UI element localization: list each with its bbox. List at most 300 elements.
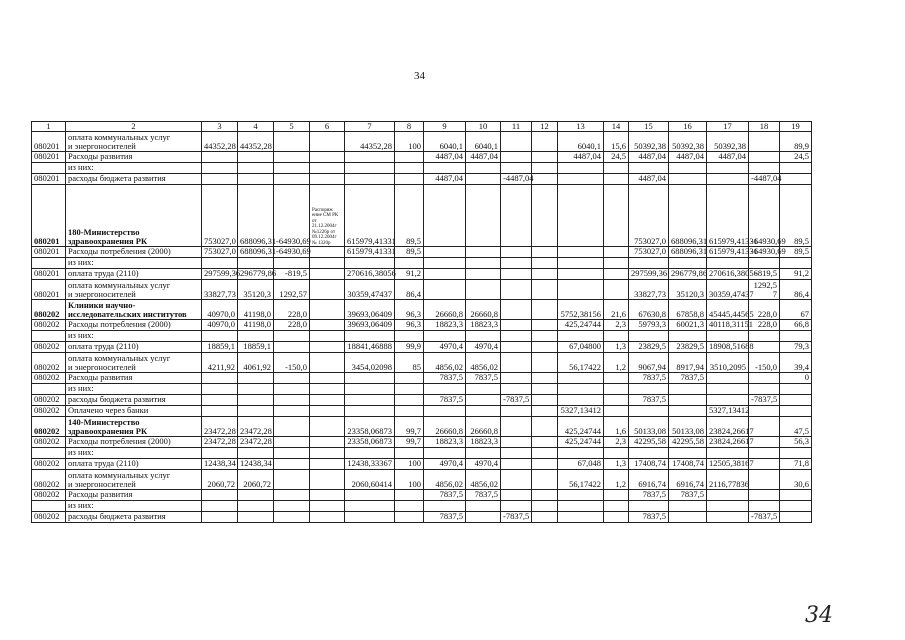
table-cell: 7837,5 (424, 490, 466, 501)
table-cell: 080202 (32, 395, 66, 406)
header-cell: 5 (274, 122, 310, 132)
table-cell: Оплачено через банки (66, 406, 202, 417)
table-cell (532, 490, 558, 501)
table-cell (707, 448, 749, 459)
table-cell (238, 490, 274, 501)
table-cell: 23358,06873 (345, 437, 395, 448)
table-cell: 18823,3 (424, 437, 466, 448)
table-cell: -7837,5 (749, 395, 780, 406)
table-cell: 080202 (32, 353, 66, 373)
table-cell: 8917,94 (669, 353, 707, 373)
table-cell: 91,2 (780, 269, 812, 280)
table-cell (532, 395, 558, 406)
table-cell (749, 258, 780, 269)
table-cell (532, 269, 558, 280)
table-cell: 7837,5 (424, 395, 466, 406)
table-cell: 33827,73 (629, 280, 669, 300)
table-cell: 080202 (32, 320, 66, 331)
table-cell (604, 269, 629, 280)
table-cell: 7837,5 (424, 512, 466, 523)
table-cell (466, 247, 501, 258)
table-cell: 40970,0 (202, 320, 238, 331)
table-cell: 66,8 (780, 320, 812, 331)
table-cell (466, 163, 501, 174)
table-cell: оплата коммунальных услуг и энергоносителей (66, 280, 202, 300)
table-cell (669, 501, 707, 512)
table-cell (604, 373, 629, 384)
table-cell (532, 417, 558, 437)
table-cell: 18841,46888 (345, 342, 395, 353)
table-cell (780, 174, 812, 185)
table-cell (274, 174, 310, 185)
table-cell: 60021,3 (669, 320, 707, 331)
table-cell (558, 258, 604, 269)
table-cell: 080202 (32, 437, 66, 448)
table-cell: 45445,44565 (707, 300, 749, 320)
table-cell: 140-Министерство здравоохранения РК (66, 417, 202, 437)
table-cell: из них: (66, 384, 202, 395)
table-cell: 080202 (32, 406, 66, 417)
table-cell: 44352,28 (238, 132, 274, 152)
table-cell: 18823,3 (424, 320, 466, 331)
table-cell (501, 470, 532, 490)
table-cell: из них: (66, 163, 202, 174)
table-cell (424, 448, 466, 459)
table-cell: 1,3 (604, 342, 629, 353)
table-cell (604, 501, 629, 512)
table-cell (466, 406, 501, 417)
table-cell (532, 163, 558, 174)
table-cell (32, 258, 66, 269)
table-cell: -64930,69 (274, 247, 310, 258)
table-cell (532, 258, 558, 269)
table-cell: из них: (66, 331, 202, 342)
table-cell: из них: (66, 258, 202, 269)
table-cell (501, 437, 532, 448)
table-row (32, 417, 812, 437)
table-cell: 21,6 (604, 300, 629, 320)
table-row (32, 152, 812, 163)
table-cell (345, 395, 395, 406)
table-cell: 4487,04 (629, 174, 669, 185)
table-cell: -819,5 (749, 269, 780, 280)
table-cell (604, 258, 629, 269)
table-cell (558, 174, 604, 185)
table-cell: 4856,02 (466, 470, 501, 490)
table-cell: 30,6 (780, 470, 812, 490)
table-cell: 4856,02 (424, 353, 466, 373)
table-cell: 30359,47437 (707, 280, 749, 300)
table-cell (395, 373, 424, 384)
table-cell (669, 395, 707, 406)
table-cell (749, 448, 780, 459)
table-cell (310, 342, 345, 353)
table-cell (238, 152, 274, 163)
header-cell: 1 (32, 122, 66, 132)
table-cell (501, 417, 532, 437)
table-cell: 42295,58 (669, 437, 707, 448)
table-cell (310, 132, 345, 152)
table-cell: Клиники научно- исследовательских институтов (66, 300, 202, 320)
table-cell: 17408,74 (669, 459, 707, 470)
table-cell (532, 406, 558, 417)
table-cell (558, 185, 604, 247)
table-cell (466, 512, 501, 523)
table-cell (532, 132, 558, 152)
table-row (32, 342, 812, 353)
table-cell (274, 512, 310, 523)
table-cell (310, 470, 345, 490)
table-cell (202, 512, 238, 523)
table-cell: Расходы потребления (2000) (66, 320, 202, 331)
table-cell (310, 163, 345, 174)
table-cell: 296779,86 (238, 269, 274, 280)
table-cell: 23824,26617 (707, 417, 749, 437)
table-cell: 7837,5 (669, 490, 707, 501)
table-cell: -150,0 (274, 353, 310, 373)
table-cell (310, 258, 345, 269)
table-cell: 080202 (32, 470, 66, 490)
table-cell (202, 448, 238, 459)
table-cell (501, 152, 532, 163)
header-cell: 9 (424, 122, 466, 132)
table-cell: 270616,38056 (345, 269, 395, 280)
table-cell (604, 395, 629, 406)
table-cell (532, 342, 558, 353)
table-cell: 4487,04 (669, 152, 707, 163)
table-cell: 080201 (32, 132, 66, 152)
table-cell (274, 417, 310, 437)
table-cell (345, 258, 395, 269)
table-cell: 4487,04 (424, 152, 466, 163)
table-cell: 12438,33367 (345, 459, 395, 470)
table-cell: 1,2 (604, 353, 629, 373)
table-cell (532, 331, 558, 342)
table-cell (466, 258, 501, 269)
table-cell (345, 373, 395, 384)
table-cell: 4856,02 (466, 353, 501, 373)
table-cell (707, 163, 749, 174)
table-cell: 688096,31 (238, 247, 274, 258)
table-cell (749, 331, 780, 342)
table-cell: 50392,38 (707, 132, 749, 152)
table-cell: 41198,0 (238, 300, 274, 320)
table-cell (310, 459, 345, 470)
table-cell (202, 258, 238, 269)
table-cell: 080202 (32, 512, 66, 523)
table-cell: 425,24744 (558, 437, 604, 448)
table-cell (202, 163, 238, 174)
table-cell (238, 395, 274, 406)
table-cell (310, 406, 345, 417)
table-cell (532, 320, 558, 331)
table-cell: 89,5 (395, 185, 424, 247)
table-cell: 615979,41331 (707, 247, 749, 258)
table-row (32, 269, 812, 280)
table-cell: -7837,5 (501, 512, 532, 523)
table-cell (532, 373, 558, 384)
table-cell (310, 320, 345, 331)
table-cell: 50133,08 (669, 417, 707, 437)
table-cell: 41198,0 (238, 320, 274, 331)
table-cell (629, 258, 669, 269)
table-cell: 688096,31 (669, 185, 707, 247)
table-cell: 228,0 (274, 300, 310, 320)
table-cell: 35120,3 (669, 280, 707, 300)
header-cell: 12 (532, 122, 558, 132)
table-cell: 100 (395, 459, 424, 470)
table-cell: 23472,28 (202, 417, 238, 437)
table-cell (604, 247, 629, 258)
table-cell: 47,5 (780, 417, 812, 437)
table-cell (669, 384, 707, 395)
table-cell (749, 152, 780, 163)
table-cell (424, 185, 466, 247)
table-cell: 99,7 (395, 437, 424, 448)
table-cell: 96,3 (395, 320, 424, 331)
table-cell (310, 300, 345, 320)
table-cell: 4487,04 (558, 152, 604, 163)
table-cell (310, 490, 345, 501)
header-cell: 3 (202, 122, 238, 132)
table-cell (466, 331, 501, 342)
table-cell (424, 384, 466, 395)
table-cell (274, 459, 310, 470)
table-cell (310, 373, 345, 384)
table-cell: расходы бюджета развития (66, 395, 202, 406)
table-row (32, 353, 812, 373)
table-cell (669, 163, 707, 174)
table-cell (345, 406, 395, 417)
table-cell: 40118,31151 (707, 320, 749, 331)
table-cell: 228,0 (274, 320, 310, 331)
table-cell: 99,9 (395, 342, 424, 353)
table-cell: 753027,0 (629, 247, 669, 258)
table-cell: 753027,0 (629, 185, 669, 247)
table-cell (274, 501, 310, 512)
table-cell: 297599,36 (202, 269, 238, 280)
table-cell (558, 490, 604, 501)
table-cell (604, 174, 629, 185)
table-cell: 080201 (32, 247, 66, 258)
table-row (32, 512, 812, 523)
table-cell (558, 280, 604, 300)
table-cell: 23829,5 (629, 342, 669, 353)
table-cell: 23824,26617 (707, 437, 749, 448)
table-row (32, 501, 812, 512)
table-cell (780, 501, 812, 512)
table-cell (274, 437, 310, 448)
table-cell: 080201 (32, 280, 66, 300)
table-cell (558, 384, 604, 395)
table-cell: 9067,94 (629, 353, 669, 373)
table-cell: -819,5 (274, 269, 310, 280)
table-cell: 23829,5 (669, 342, 707, 353)
table-cell: 6916,74 (629, 470, 669, 490)
table-cell: 7837,5 (629, 373, 669, 384)
table-row (32, 331, 812, 342)
table-cell (501, 331, 532, 342)
table-cell (395, 152, 424, 163)
table-cell: 23358,06873 (345, 417, 395, 437)
table-cell (629, 501, 669, 512)
table-cell: 425,24744 (558, 320, 604, 331)
table-cell (202, 373, 238, 384)
table-cell (310, 280, 345, 300)
table-cell (274, 163, 310, 174)
table-cell (780, 163, 812, 174)
table-cell (532, 384, 558, 395)
table-cell (669, 174, 707, 185)
table-cell: 2060,72 (238, 470, 274, 490)
table-cell (424, 269, 466, 280)
table-cell (707, 501, 749, 512)
table-cell: -150,0 (749, 353, 780, 373)
table-cell: 4970,4 (466, 342, 501, 353)
table-cell: 0 (780, 373, 812, 384)
table-cell (395, 490, 424, 501)
table-cell (310, 269, 345, 280)
table-cell: 4970,4 (466, 459, 501, 470)
table-cell (780, 395, 812, 406)
table-cell (310, 353, 345, 373)
table-cell (310, 395, 345, 406)
table-cell: 67,04800 (558, 342, 604, 353)
table-cell (780, 406, 812, 417)
header-cell: 17 (707, 122, 749, 132)
table-cell (274, 258, 310, 269)
table-cell (780, 331, 812, 342)
table-cell: 228,0 (749, 320, 780, 331)
table-cell (274, 373, 310, 384)
table-cell: 7837,5 (466, 373, 501, 384)
table-cell (707, 490, 749, 501)
table-cell (780, 384, 812, 395)
table-cell: 080202 (32, 300, 66, 320)
table-cell (395, 163, 424, 174)
table-cell: 18908,51688 (707, 342, 749, 353)
table-cell (532, 247, 558, 258)
table-cell: из них: (66, 448, 202, 459)
table-cell (501, 384, 532, 395)
table-cell: 296779,86 (669, 269, 707, 280)
table-cell: 56,17422 (558, 353, 604, 373)
table-cell (395, 384, 424, 395)
table-row (32, 280, 812, 300)
table-cell: -64930,69 (749, 247, 780, 258)
table-cell (466, 395, 501, 406)
table-cell: 3454,02098 (345, 353, 395, 373)
table-cell: 4856,02 (424, 470, 466, 490)
table-cell (669, 258, 707, 269)
table-cell: 12438,34 (202, 459, 238, 470)
table-cell: 1,3 (604, 459, 629, 470)
table-cell: 23472,28 (202, 437, 238, 448)
table-cell: 39693,06409 (345, 300, 395, 320)
table-cell (501, 280, 532, 300)
table-cell (501, 247, 532, 258)
table-cell: 270616,38056 (707, 269, 749, 280)
table-cell: Расходы развития (66, 152, 202, 163)
table-cell (558, 395, 604, 406)
table-cell (604, 512, 629, 523)
table-cell: 1292,5 7 (749, 280, 780, 300)
header-cell: 11 (501, 122, 532, 132)
table-header-row (32, 122, 812, 132)
table-row (32, 163, 812, 174)
table-cell (395, 512, 424, 523)
table-cell: -4487,04 (749, 174, 780, 185)
table-cell: 50392,38 (629, 132, 669, 152)
table-cell: 7837,5 (629, 395, 669, 406)
table-row (32, 459, 812, 470)
table-cell: 71,8 (780, 459, 812, 470)
table-cell (707, 373, 749, 384)
table-cell (466, 280, 501, 300)
table-cell (749, 384, 780, 395)
table-cell (274, 342, 310, 353)
table-cell (532, 353, 558, 373)
table-cell (501, 342, 532, 353)
table-cell: 4487,04 (629, 152, 669, 163)
table-cell (707, 174, 749, 185)
table-cell (532, 459, 558, 470)
table-cell (669, 512, 707, 523)
table-cell (424, 501, 466, 512)
table-cell: 7837,5 (466, 490, 501, 501)
table-cell: 86,4 (395, 280, 424, 300)
table-cell: 1292,57 (274, 280, 310, 300)
table-cell: оплата коммунальных услуг и энергоносителей (66, 470, 202, 490)
table-cell (558, 373, 604, 384)
table-cell: 18823,3 (466, 437, 501, 448)
table-cell (532, 280, 558, 300)
table-cell (395, 258, 424, 269)
table-cell (395, 174, 424, 185)
table-cell: оплата коммунальных услуг и энергоносителей (66, 353, 202, 373)
table-cell (238, 384, 274, 395)
table-cell (629, 448, 669, 459)
table-cell: -64930,69 (274, 185, 310, 247)
table-cell: 080202 (32, 342, 66, 353)
table-cell: 67630,8 (629, 300, 669, 320)
table-cell: 2060,72 (202, 470, 238, 490)
table-cell (604, 163, 629, 174)
table-row (32, 132, 812, 152)
table-cell: 100 (395, 132, 424, 152)
table-cell: 2,3 (604, 437, 629, 448)
table-cell: 4061,92 (238, 353, 274, 373)
table-row (32, 185, 812, 247)
table-cell (604, 406, 629, 417)
table-cell (707, 384, 749, 395)
table-cell (345, 490, 395, 501)
header-cell: 2 (66, 122, 202, 132)
table-cell (532, 185, 558, 247)
table-cell (395, 395, 424, 406)
table-cell: оплата коммунальных услуг и энергоносителей (66, 132, 202, 152)
table-cell (238, 331, 274, 342)
table-cell (466, 174, 501, 185)
table-cell (558, 163, 604, 174)
table-cell (345, 174, 395, 185)
table-cell (749, 373, 780, 384)
table-cell (501, 269, 532, 280)
table-cell (501, 501, 532, 512)
table-cell: 6916,74 (669, 470, 707, 490)
table-cell: расходы бюджета развития (66, 174, 202, 185)
table-cell (424, 406, 466, 417)
